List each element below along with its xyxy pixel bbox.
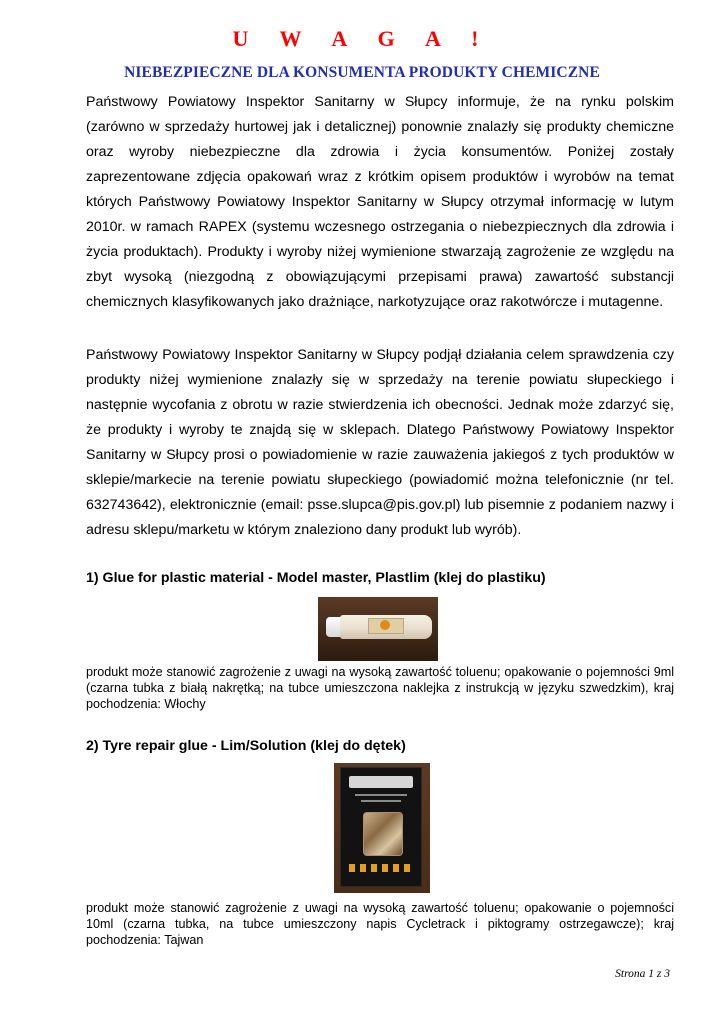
glue-tube-shape <box>340 615 432 639</box>
page-subtitle: NIEBEZPIECZNE DLA KONSUMENTA PRODUKTY CHEMICZNE <box>124 64 600 81</box>
page-number: Strona 1 z 3 <box>615 968 670 980</box>
warning-mark-shape <box>380 620 390 630</box>
card-text-line <box>355 794 407 796</box>
product-1-description: produkt może stanowić zagrożenie z uwagi na wysoką zawartość toluenu; opakowanie o pojemności 9ml (czarna tubka z białą nakrętką; na tubce umieszczona naklejka z instrukcją w języku szwedzkim), kraj pochodzenia: Włochy <box>86 665 674 711</box>
product-2-photo <box>334 763 430 893</box>
page-title: U W A G A ! <box>232 26 492 51</box>
blister-card-shape <box>340 767 422 887</box>
intro-paragraph-2: Państwowy Powiatowy Inspektor Sanitarny w Słupcy podjął działania celem sprawdzenia czy produkty niżej wymienione znalazły się w sprzedaży na terenie powiatu słupeckiego i następnie wycofania z obrotu w razie stwierdzenia ich obecności. Jednak może zdarzyć się, że produkty i wyroby te znajdą się w sklepach. Dlatego Państwowy Powiatowy Inspektor Sanitarny w Słupcy prosi o powiadomienie w razie zauważenia jakiegoś z tych produktów w sklepie/markecie na terenie powiatu słupeckiego (powiadomić można telefonicznie (nr tel. 632743642), elektronicznie (email: psse.slupca@pis.gov.pl) lub pisemnie z podaniem nazwy i adresu sklepu/marketu w którym znaleziono dany produkt lub wyrób). <box>86 347 674 538</box>
brand-logo-shape <box>349 776 413 788</box>
product-2-description: produkt może stanowić zagrożenie z uwagi na wysoką zawartość toluenu; opakowanie o pojemności 10ml (czarna tubka, na tubce umieszczony napis Cycletrack i piktogramy ostrzegawcze); kraj pochodzenia: Tajwan <box>86 901 674 947</box>
intro-paragraph-1: Państwowy Powiatowy Inspektor Sanitarny w Słupcy informuje, że na rynku polskim (zarówno w sprzedaży hurtowej jak i detalicznej) ponownie znalazły się produkty chemiczne oraz wyroby niebezpieczne dla zdrowia i życia konsumentów. Poniżej zostały zaprezentowane zdjęcia opakowań wraz z krótkim opisem produktów i wyrobów na temat których Państwowy Powiatowy Inspektor Sanitarny w Słupcy otrzymał informację w lutym 2010r. w ramach RAPEX (systemu wczesnego ostrzegania o niebezpiecznych dla zdrowia i życia produktach). Produkty i wyroby niżej wymienione stwarzają zagrożenie ze względu na zbyt wysoką (niezgodną z obowiązującymi przepisami prawa) zawartość substancji chemicznych klasyfikowanych jako drażniące, narkotyzujące oraz rakotwórcze i mutagenne. <box>86 94 674 310</box>
product-1-heading: 1) Glue for plastic material - Model master, Plastlim (klej do plastiku) <box>86 570 546 586</box>
warning-stripe-shape <box>349 864 413 872</box>
product-2-heading: 2) Tyre repair glue - Lim/Solution (klej do dętek) <box>86 738 406 754</box>
card-text-line <box>361 800 401 802</box>
product-1-photo <box>318 597 438 661</box>
blister-tube-shape <box>363 812 403 856</box>
